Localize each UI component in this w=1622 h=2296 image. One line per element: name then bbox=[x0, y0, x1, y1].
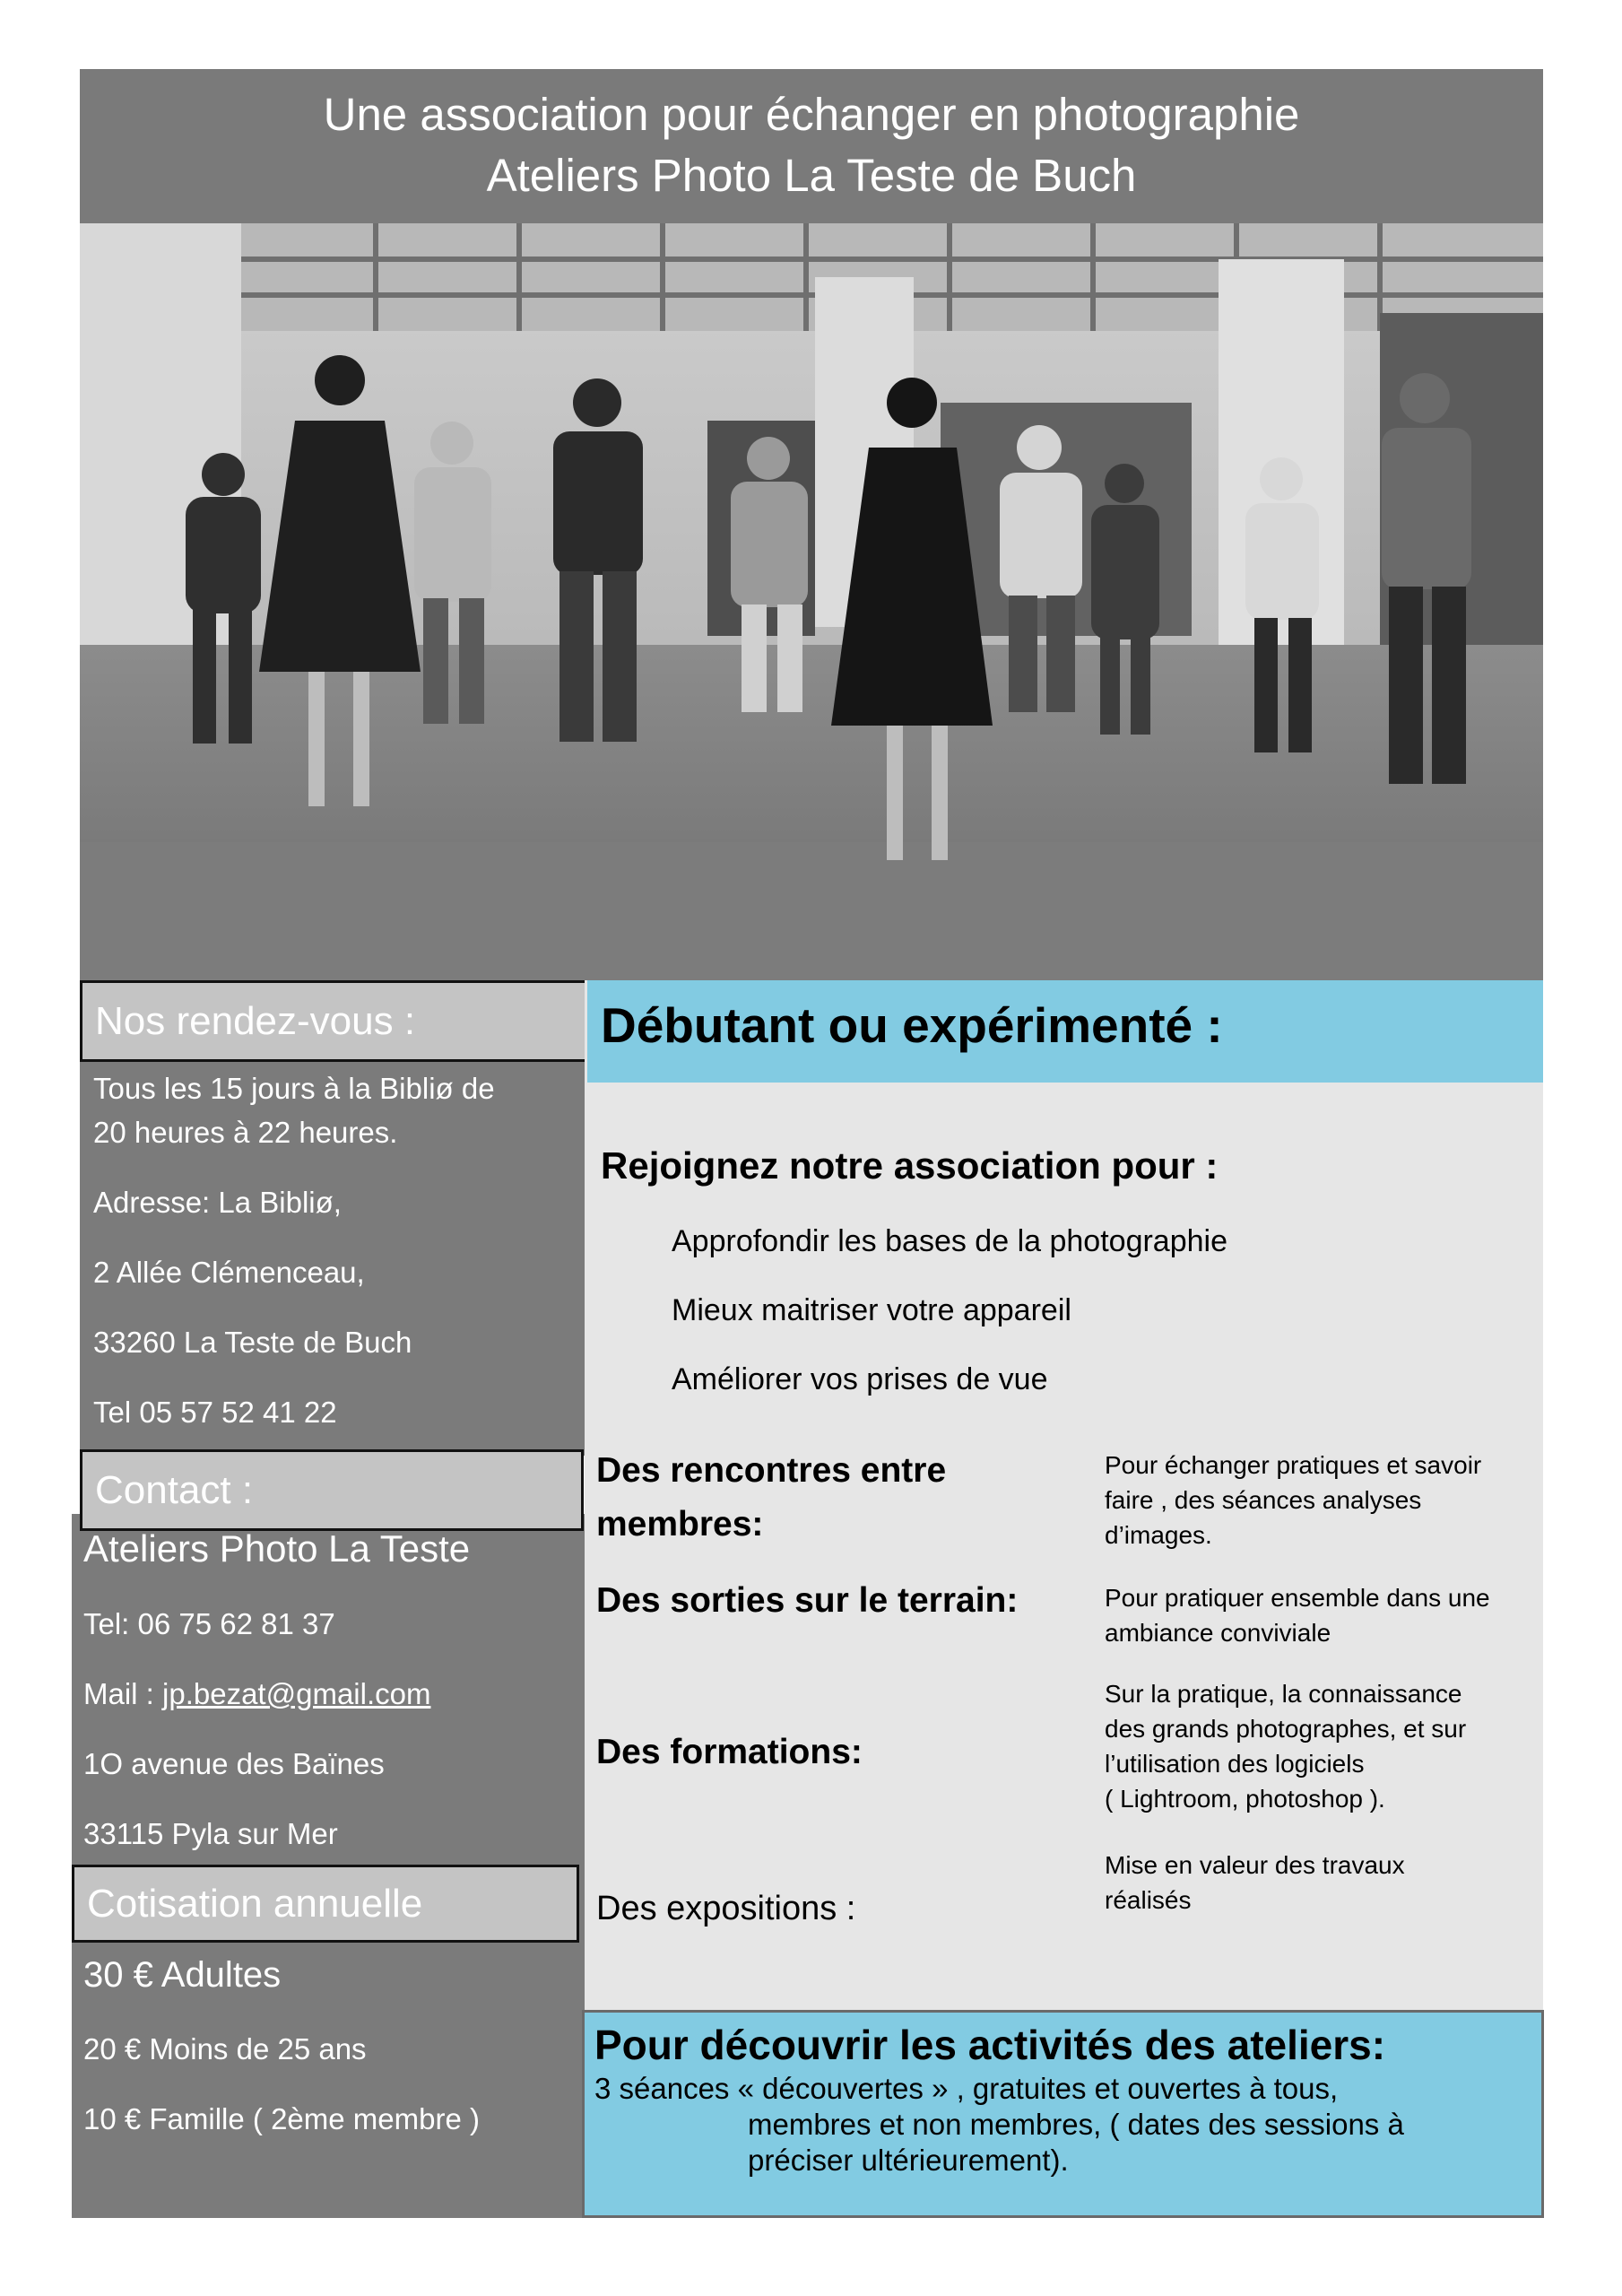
activity-description: des grands photographes, et sur bbox=[1105, 1715, 1467, 1743]
contact-city: 33115 Pyla sur Mer bbox=[83, 1817, 338, 1850]
rendezvous-hours: 20 heures à 22 heures. bbox=[93, 1116, 398, 1149]
contact-mail-row bbox=[83, 1677, 430, 1711]
activity-description: d’images. bbox=[1105, 1521, 1212, 1549]
page-header bbox=[80, 69, 1543, 223]
contact-mail-link[interactable]: jp.bezat@gmail.com bbox=[162, 1677, 431, 1710]
rendezvous-title: Nos rendez-vous : bbox=[80, 980, 587, 1062]
discover-line: membres et non membres, ( dates des sessions à bbox=[748, 2108, 1404, 2141]
activity-description: faire , des séances analyses bbox=[1105, 1486, 1422, 1514]
cotisation-title: Cotisation annuelle bbox=[72, 1865, 579, 1943]
activity-description: Pour pratiquer ensemble dans une bbox=[1105, 1584, 1490, 1612]
activity-label: Des formations: bbox=[596, 1733, 863, 1771]
activity-label: Des expositions : bbox=[596, 1890, 856, 1927]
rendezvous-frequency: Tous les 15 jours à la Bibliø de bbox=[93, 1072, 495, 1105]
cotisation-adultes: 30 € Adultes bbox=[83, 1955, 282, 1995]
activity-description: Pour échanger pratiques et savoir bbox=[1105, 1451, 1482, 1479]
activity-description: Sur la pratique, la connaissance bbox=[1105, 1680, 1462, 1708]
group-photo-illustration bbox=[80, 223, 1543, 980]
activity-description: ambiance conviviale bbox=[1105, 1619, 1331, 1647]
activity-label: Des sorties sur le terrain: bbox=[596, 1581, 1019, 1620]
goal-item: Améliorer vos prises de vue bbox=[672, 1362, 1048, 1396]
header-title: Une association pour échanger en photographie bbox=[323, 89, 1300, 140]
activity-description: réalisés bbox=[1105, 1886, 1192, 1914]
contact-name: Ateliers Photo La Teste bbox=[83, 1527, 471, 1570]
cotisation-famille: 10 € Famille ( 2ème membre ) bbox=[83, 2102, 480, 2135]
contact-phone: Tel: 06 75 62 81 37 bbox=[83, 1607, 335, 1640]
discover-line: préciser ultérieurement). bbox=[748, 2144, 1069, 2177]
activity-label: membres: bbox=[596, 1505, 764, 1544]
join-heading: Rejoignez notre association pour : bbox=[601, 1144, 1219, 1187]
activity-label: Des rencontres entre bbox=[596, 1451, 947, 1490]
cotisation-jeunes: 20 € Moins de 25 ans bbox=[83, 2032, 367, 2066]
goal-item: Mieux maitriser votre appareil bbox=[672, 1293, 1071, 1327]
activity-description: Mise en valeur des travaux bbox=[1105, 1851, 1405, 1879]
rendezvous-phone: Tel 05 57 52 41 22 bbox=[93, 1396, 337, 1429]
group-photo bbox=[80, 223, 1543, 980]
rendezvous-address-line: Adresse: La Bibliø, bbox=[93, 1186, 342, 1219]
discover-title: Pour découvrir les activités des ateliers: bbox=[594, 2022, 1386, 2068]
contact-street: 1O avenue des Baïnes bbox=[83, 1747, 385, 1780]
contact-title: Contact : bbox=[80, 1449, 584, 1531]
rendezvous-street: 2 Allée Clémenceau, bbox=[93, 1256, 365, 1289]
activity-description: l’utilisation des logiciels bbox=[1105, 1750, 1365, 1778]
discover-line: 3 séances « découvertes » , gratuites et ouvertes à tous, bbox=[594, 2072, 1339, 2105]
activities-header bbox=[587, 980, 1543, 1083]
contact-mail-label: Mail : bbox=[83, 1677, 163, 1710]
header-subtitle: Ateliers Photo La Teste de Buch bbox=[486, 150, 1137, 201]
rendezvous-city: 33260 La Teste de Buch bbox=[93, 1326, 412, 1359]
activity-description: ( Lightroom, photoshop ). bbox=[1105, 1785, 1385, 1813]
activities-heading: Débutant ou expérimenté : bbox=[601, 997, 1223, 1053]
goal-item: Approfondir les bases de la photographie bbox=[672, 1224, 1227, 1258]
